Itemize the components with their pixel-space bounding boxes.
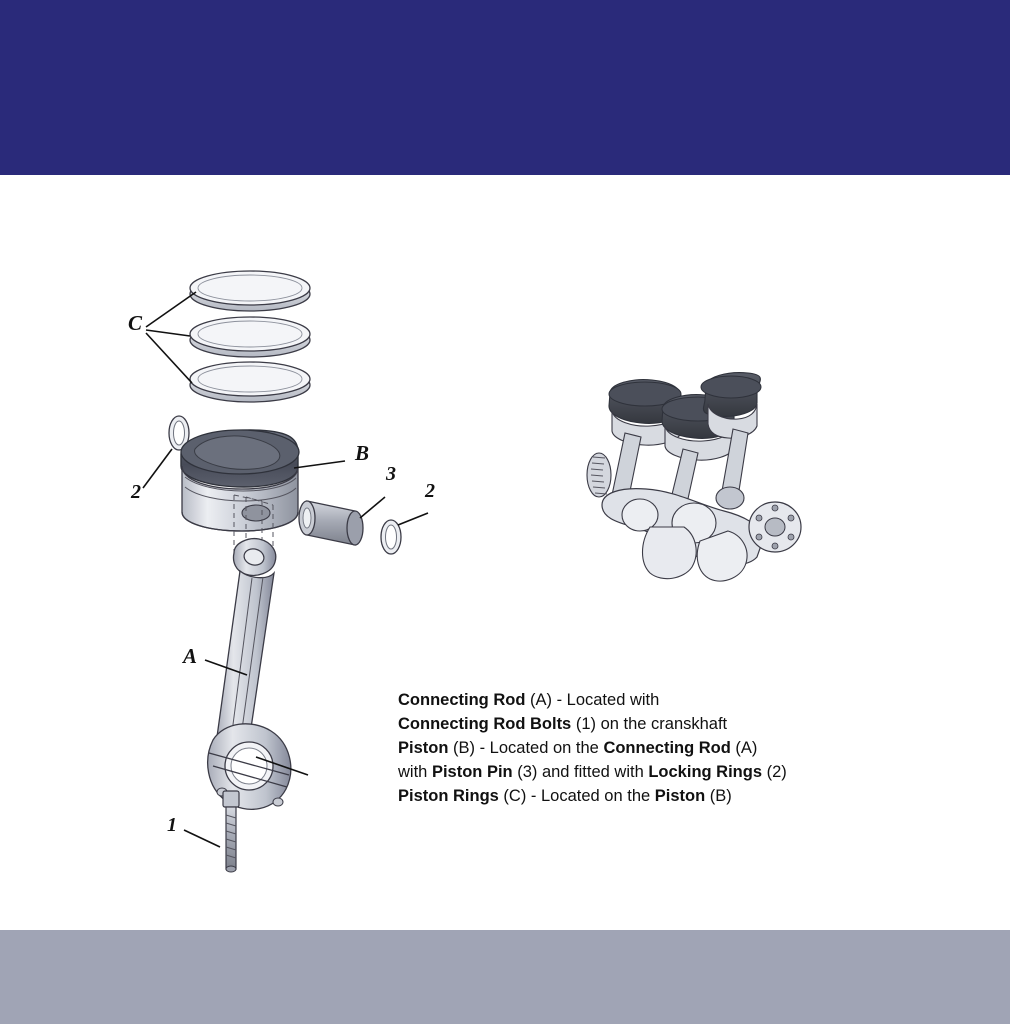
crank-flange: [749, 502, 801, 552]
caption-text: (1) on the cranskhaft: [571, 715, 728, 733]
caption-term: Piston: [654, 787, 706, 805]
callout-number-3: 3: [386, 463, 396, 485]
connecting-rod: [205, 539, 308, 810]
callout-number-2-left: 2: [131, 481, 141, 503]
footer-band: [0, 930, 1010, 1024]
piston-pin: [299, 497, 385, 545]
caption-text: (A) - Located with: [525, 691, 660, 709]
callout-label-c: C: [128, 311, 143, 335]
caption-term: Piston: [398, 739, 449, 757]
caption-term: Locking Rings: [648, 763, 763, 781]
header-band: [0, 0, 1010, 175]
callout-number-2-right: 2: [425, 480, 435, 502]
caption-line: [398, 760, 868, 784]
caption-text: (3) and fitted with: [512, 763, 649, 781]
caption-line: [398, 712, 868, 736]
piston-ring-3: [190, 362, 310, 402]
caption-text: with: [398, 763, 432, 781]
caption-text: (B) - Located on the: [448, 739, 604, 757]
engine-parts-diagram: [0, 175, 1024, 930]
caption-text: (B): [705, 787, 732, 805]
callout-label-a: A: [183, 644, 198, 668]
piston-ring-1: [190, 271, 310, 311]
timing-gear: [587, 453, 611, 497]
locking-ring-right: [381, 513, 428, 554]
caption-term: Connecting Rod: [398, 691, 526, 709]
caption-text: (2): [762, 763, 787, 781]
thumb-piston-right: [701, 373, 761, 439]
caption-term: Connecting Rod: [603, 739, 731, 757]
piston-ring-2: [190, 317, 310, 357]
caption-text: (A): [730, 739, 758, 757]
caption-line: [398, 736, 868, 760]
caption-term: Piston Pin: [431, 763, 513, 781]
caption-text: (C) - Located on the: [498, 787, 655, 805]
connecting-rod-bolt: [184, 791, 239, 872]
crankshaft-assembly-thumbnail: [587, 373, 801, 581]
callout-label-b: B: [355, 441, 370, 465]
caption-line: [398, 784, 868, 808]
caption-term: Piston Rings: [398, 787, 499, 805]
figure-stage: [0, 175, 1024, 930]
caption-line: [398, 688, 868, 712]
caption-term: Connecting Rod Bolts: [398, 715, 572, 733]
piston-rings-group: [146, 271, 310, 402]
callout-number-1: 1: [167, 814, 177, 836]
caption-block: [398, 688, 868, 808]
